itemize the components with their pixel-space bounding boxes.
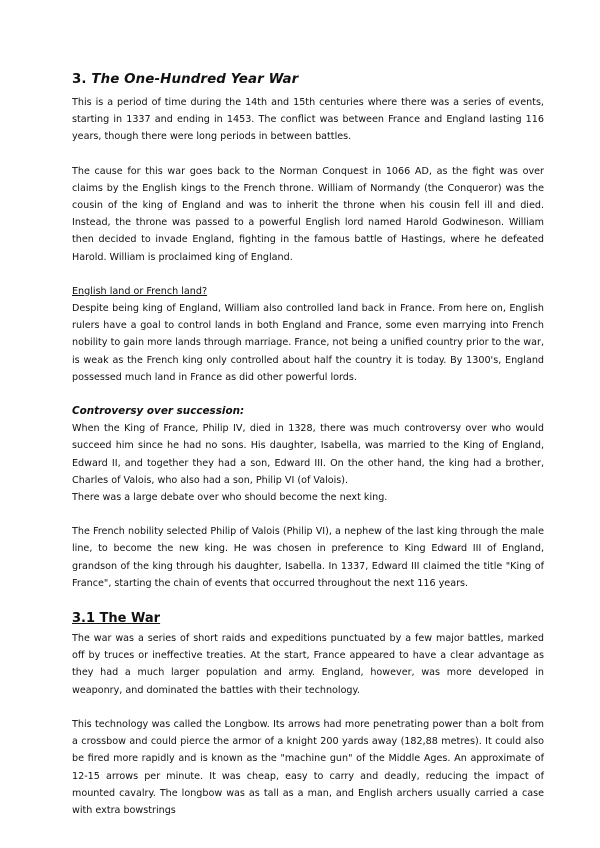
section-title [72, 70, 544, 90]
paragraph-succession-2: There was a large debate over who should become the next king. [72, 492, 388, 504]
section-title-number: 3. [72, 72, 92, 87]
paragraph-land: Despite being king of England, William also controlled land back in France. From here on, English rulers have a goal to control lands in both England and France, some even marrying into French nobility to gain more lands through marriage. France, not being a unified country prior to the war, is weak as the French king only controlled about half the country it is today. By 1300's, England possessed much land in France as did other powerful lords. [72, 303, 544, 383]
subheading-succession: Controversy over succession: [72, 405, 245, 418]
paragraph-intro: This is a period of time during the 14th and 15th centuries where there was a series of events, starting in 1337 and ending in 1453. The conflict was between France and England lasting 116 years, though there were long periods in between battles. [72, 97, 544, 143]
paragraph-war: The war was a series of short raids and expeditions punctuated by a few major battles, marked off by truces or ineffective treaties. At the start, France appeared to have a clear advantage as they had a much larger population and army. England, however, was more developed in weaponry, and dominated the battles with their technology. [72, 633, 544, 696]
section-title-text: The One-Hundred Year War [91, 72, 299, 87]
paragraph-longbow: This technology was called the Longbow. Its arrows had more penetrating power than a bolt from a crossbow and could pierce the armor of a knight 200 yards away (182,88 metres). It could also be fired more rapidly and is known as the "machine gun" of the Middle Ages. An approximate of 12-15 arrows per minute. It was cheap, easy to carry and deadly, reducing the impact of mounted cavalry. The longbow was as tall as a man, and English archers usually carried a case with extra bowstrings [72, 718, 544, 816]
paragraph-cause: The cause for this war goes back to the Norman Conquest in 1066 AD, as the fight was over claims by the English kings to the French throne. William of Normandy (the Conqueror) was the cousin of the king of England and was to inherit the throne when his cousin fell ill and died. Instead, the throne was passed to a powerful English lord named Harold Godwineson. William then decided to invade England, fighting in the famous battle of Hastings, where he defeated Harold. William is proclaimed king of England. [72, 165, 544, 263]
subsection-title: 3.1 The War [72, 611, 161, 627]
paragraph-succession-1: When the King of France, Philip IV, died in 1328, there was much controversy over who would succeed him since he had no sons. His daughter, Isabella, was married to the King of England, Edward II, and together they had a son, Edward III. On the other hand, the king had a brother, Charles of Valois, who also had a son, Philip VI (of Valois). [72, 423, 544, 486]
paragraph-succession-3: The French nobility selected Philip of Valois (Philip VI), a nephew of the last king through the male line, to become the new king. He was chosen in preference to King Edward III of England, grandson of the king through his daughter, Isabella. In 1337, Edward III claimed the title "King of France", starting the chain of events that occurred throughout the next 116 years. [72, 526, 544, 589]
subheading-land: English land or French land? [72, 285, 208, 297]
